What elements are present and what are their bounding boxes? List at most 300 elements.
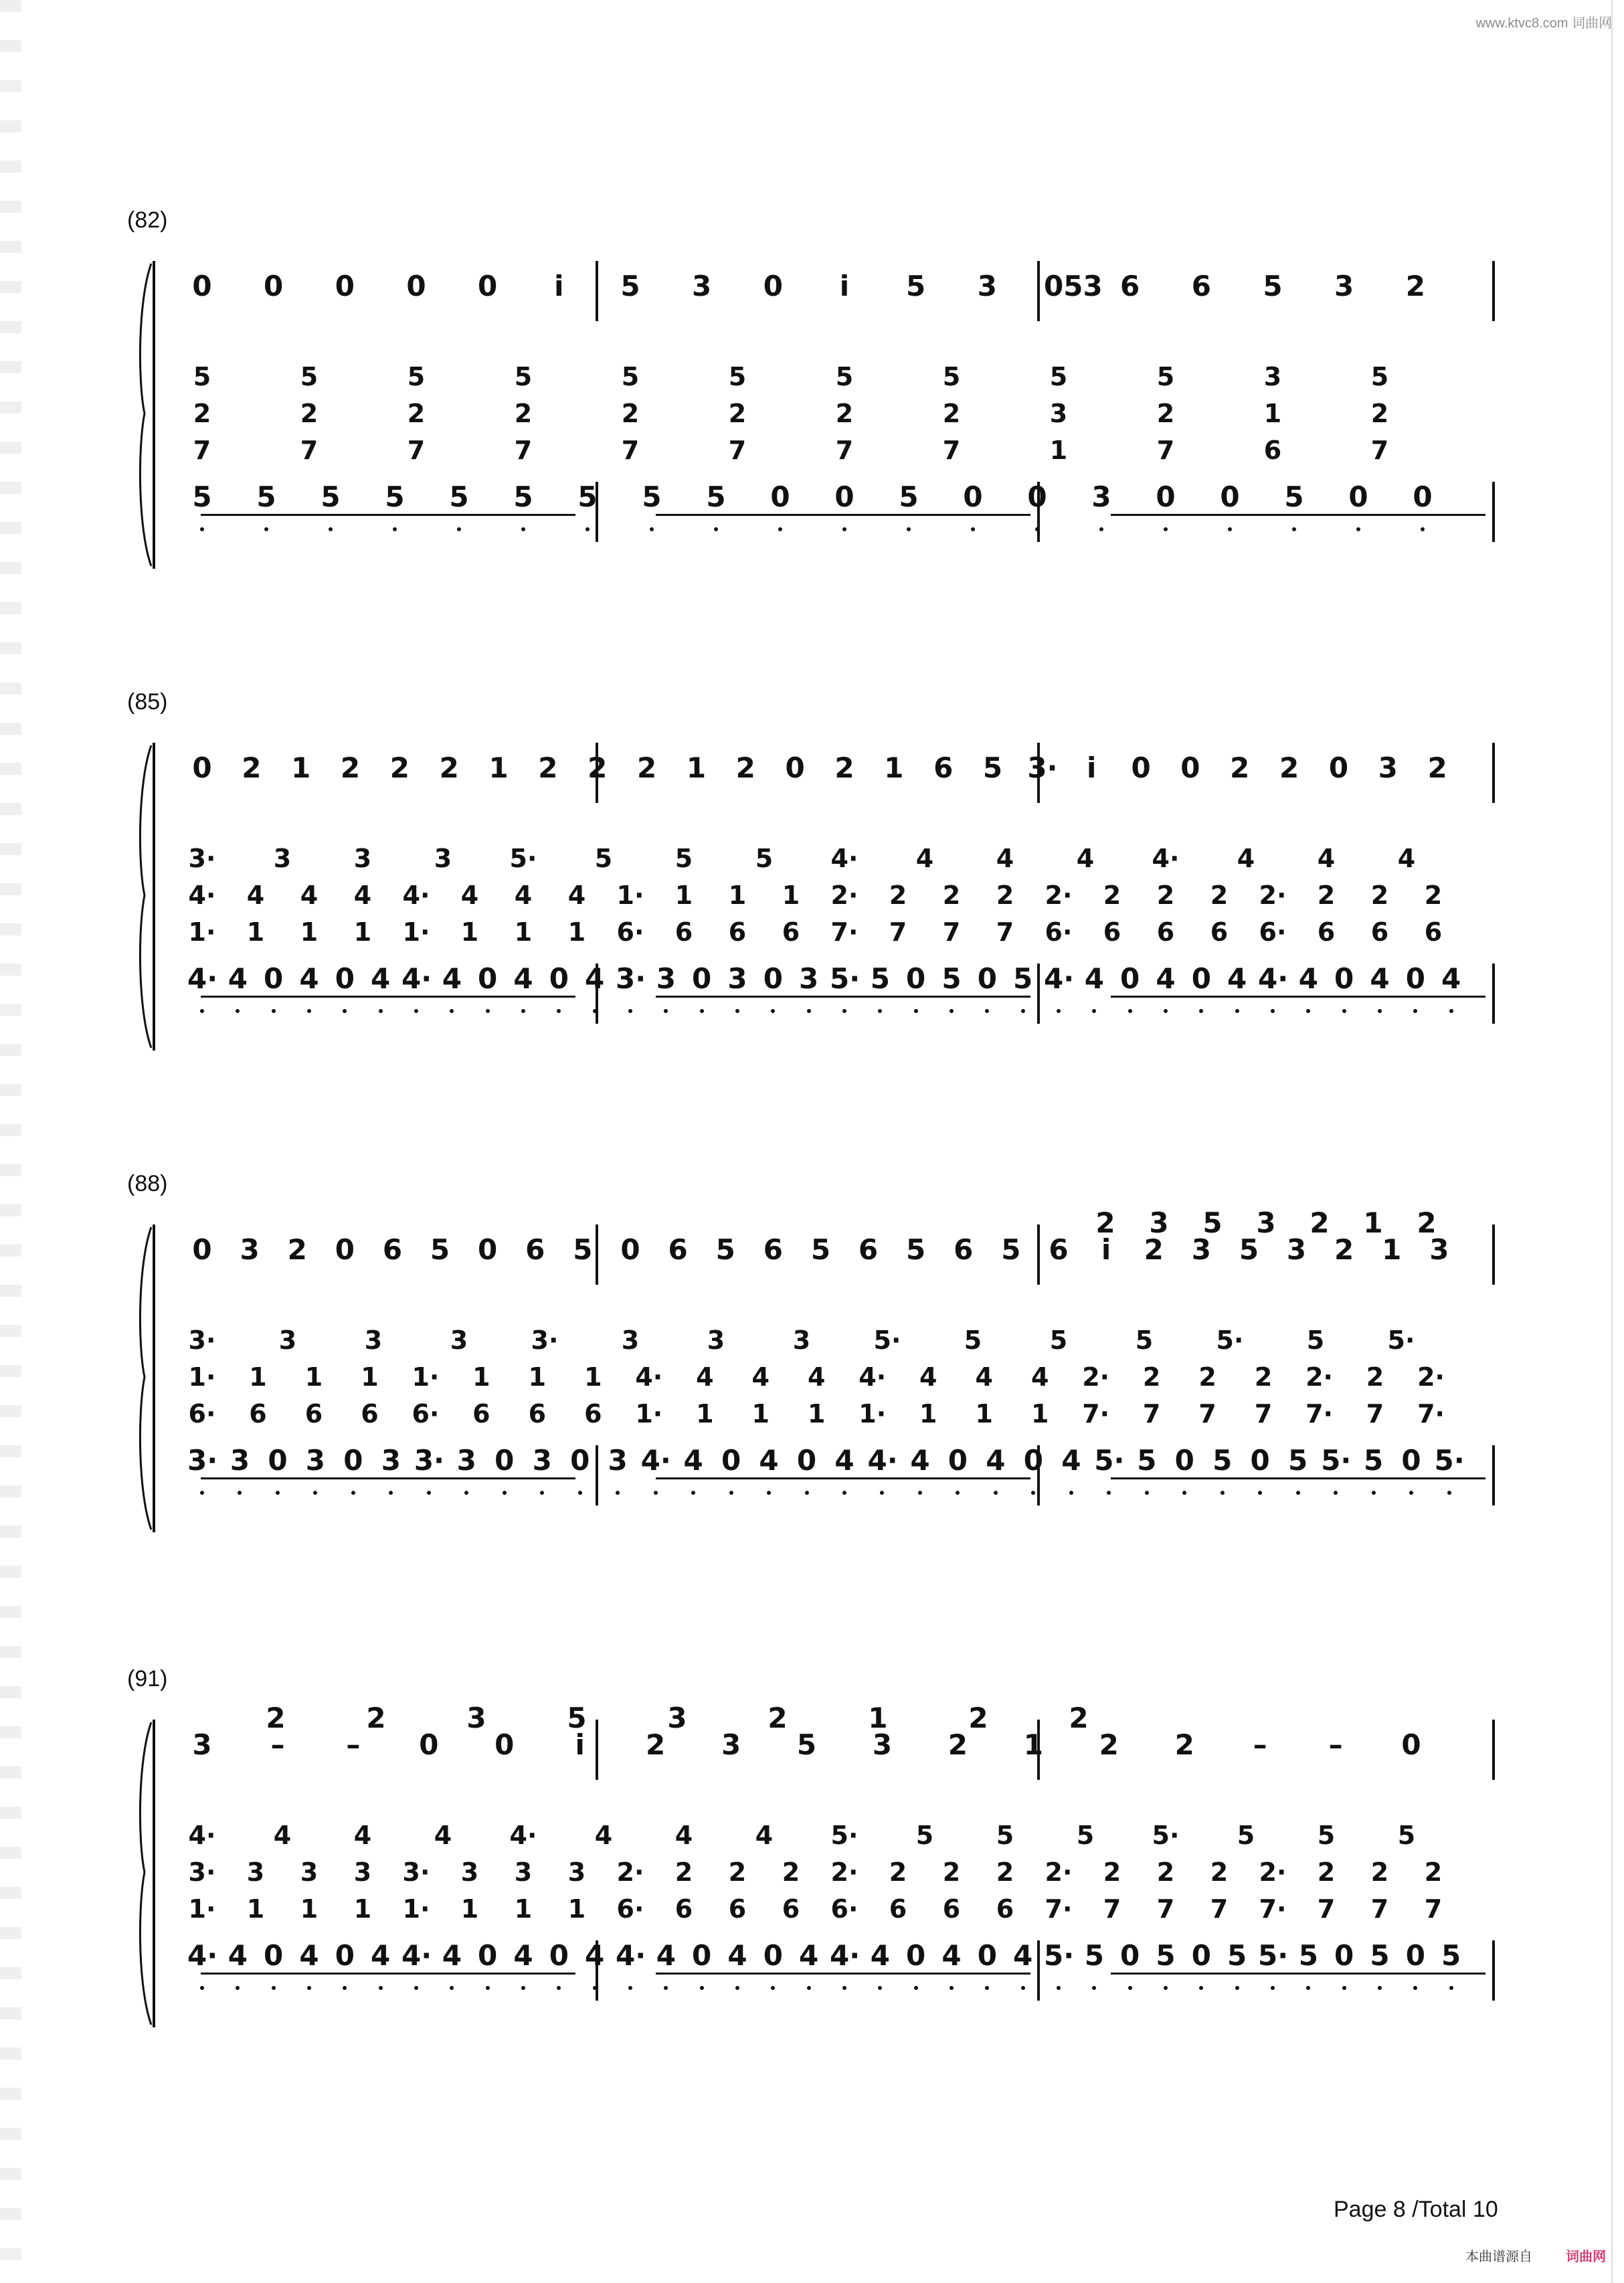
- chord-note: 2: [1198, 1362, 1216, 1392]
- upper-note: 3: [1149, 1206, 1169, 1239]
- octave-dot: [236, 1986, 240, 1990]
- chord-note: 1: [528, 1362, 547, 1392]
- octave-dot: [729, 1491, 733, 1495]
- chord-note: 2: [674, 1857, 693, 1887]
- bass-note: 0: [906, 962, 926, 995]
- bass-note: 4·: [830, 1939, 861, 1972]
- octave-dot: [1413, 1009, 1417, 1013]
- chord-note: 1: [300, 1894, 319, 1924]
- chord-note: 1·: [402, 917, 430, 947]
- chord-note: 2·: [1045, 881, 1073, 910]
- chord-note: 4: [674, 1821, 693, 1850]
- bass-note: 0: [268, 1444, 288, 1477]
- barline: [1492, 1720, 1495, 1780]
- bass-note: 0: [570, 1444, 590, 1477]
- octave-dot: [486, 1009, 490, 1013]
- melody-note: 0: [478, 1233, 498, 1266]
- melody-note: 053: [1044, 270, 1103, 302]
- octave-dot: [414, 1009, 418, 1013]
- melody-note: 2: [1334, 1233, 1354, 1266]
- octave-dot: [1271, 1986, 1275, 1990]
- chord-note: 2: [193, 399, 211, 428]
- chord-note: 5: [1049, 362, 1068, 391]
- barline: [1492, 482, 1495, 542]
- octave-dot: [1449, 1986, 1453, 1990]
- melody-note: 2: [1427, 751, 1447, 784]
- octave-dot: [238, 1491, 242, 1495]
- chord-note: 2: [889, 881, 907, 910]
- upper-note: 2: [266, 1702, 286, 1734]
- chord-note: 3: [300, 1857, 319, 1887]
- octave-dot: [200, 1009, 204, 1013]
- melody-note: 3: [1378, 751, 1398, 784]
- chord-note: 5·: [1152, 1821, 1180, 1850]
- octave-dot: [457, 527, 461, 531]
- chord-note: 4·: [402, 881, 430, 910]
- melody-note: 3: [977, 270, 997, 302]
- chord-note: 1: [361, 1362, 379, 1392]
- bass-note: 0: [977, 1939, 997, 1972]
- chord-note: 5: [300, 362, 319, 391]
- octave-dot: [307, 1986, 311, 1990]
- octave-dot: [486, 1986, 490, 1990]
- melody-note: 2: [439, 751, 459, 784]
- chord-note: 1: [514, 1894, 533, 1924]
- bass-note: 3: [608, 1444, 628, 1477]
- chord-note: 6: [782, 917, 800, 947]
- bass-note: 5·: [1321, 1444, 1352, 1477]
- bass-note: 3: [305, 1444, 326, 1477]
- octave-dot: [735, 1009, 739, 1013]
- upper-note: 1: [1363, 1206, 1383, 1239]
- bass-note: 5: [321, 480, 341, 513]
- bass-note: 5: [706, 480, 726, 513]
- melody-note: 5: [620, 270, 640, 302]
- melody-note: i: [575, 1728, 585, 1761]
- chord-note: 4: [808, 1362, 826, 1392]
- chord-note: 5: [407, 362, 426, 391]
- melody-note: 1: [686, 751, 707, 784]
- melody-note: 2: [834, 751, 854, 784]
- octave-dot: [664, 1009, 668, 1013]
- chord-note: 3: [278, 1326, 297, 1355]
- octave-dot: [771, 1009, 775, 1013]
- beam-underline: [201, 514, 575, 516]
- chord-note: 2: [1103, 881, 1121, 910]
- octave-dot: [521, 1009, 525, 1013]
- chord-note: 5: [1135, 1326, 1154, 1355]
- octave-dot: [272, 1986, 276, 1990]
- bass-note: 5·: [1258, 1939, 1289, 1972]
- chord-note: 2: [1366, 1362, 1384, 1392]
- chord-note: 2·: [830, 881, 859, 910]
- chord-note: 2: [1317, 1857, 1336, 1887]
- octave-dot: [307, 1009, 311, 1013]
- chord-note: 3: [460, 1857, 479, 1887]
- octave-dot: [1164, 1009, 1168, 1013]
- chord-note: 7: [300, 436, 319, 465]
- melody-note: 1: [1382, 1233, 1402, 1266]
- octave-dot: [351, 1491, 355, 1495]
- bass-note: 3·: [414, 1444, 444, 1477]
- melody-note: 0: [1180, 751, 1200, 784]
- octave-dot: [1057, 1986, 1061, 1990]
- octave-dot: [585, 527, 590, 531]
- octave-dot: [842, 1491, 846, 1495]
- upper-note: 3: [1256, 1206, 1276, 1239]
- bass-note: 5: [1363, 1444, 1384, 1477]
- upper-note: 5: [567, 1702, 587, 1734]
- bass-note: 5: [870, 962, 890, 995]
- octave-dot: [971, 527, 975, 531]
- bass-note: 0: [796, 1444, 817, 1477]
- bass-note: 3: [727, 962, 747, 995]
- chord-note: 7: [942, 917, 961, 947]
- chord-note: 1: [584, 1362, 602, 1392]
- bass-note: 0: [1334, 1939, 1354, 1972]
- chord-note: 7: [1366, 1399, 1384, 1429]
- chord-note: 4: [273, 1821, 292, 1850]
- chord-note: 2: [996, 881, 1014, 910]
- bass-note: 0: [963, 480, 983, 513]
- octave-dot: [1449, 1009, 1453, 1013]
- octave-dot: [521, 1986, 525, 1990]
- octave-dot: [714, 527, 718, 531]
- chord-note: 5·: [873, 1326, 901, 1355]
- chord-note: 3: [353, 844, 372, 873]
- chord-note: 5·: [1216, 1326, 1244, 1355]
- chord-note: 4·: [859, 1362, 887, 1392]
- chord-note: 6: [728, 1894, 747, 1924]
- octave-dot: [1421, 527, 1425, 531]
- chord-note: 2: [1142, 1362, 1161, 1392]
- bass-note: 4·: [401, 962, 432, 995]
- melody-note: 2: [646, 1728, 666, 1761]
- bass-note: 4: [299, 962, 319, 995]
- octave-dot: [650, 527, 654, 531]
- upper-note: 2: [968, 1702, 988, 1734]
- score-system: [127, 1666, 1506, 2068]
- beam-underline: [1111, 514, 1485, 516]
- bass-note: 0: [549, 962, 569, 995]
- melody-note: 2: [1099, 1728, 1119, 1761]
- chord-note: 2·: [1305, 1362, 1333, 1392]
- melody-note: 2: [735, 751, 755, 784]
- bass-note: 3: [532, 1444, 552, 1477]
- chord-note: 2: [728, 1857, 747, 1887]
- octave-dot: [1409, 1491, 1413, 1495]
- melody-note: 6: [1049, 1233, 1069, 1266]
- bass-note: 5·: [1094, 1444, 1125, 1477]
- bass-note: 0: [1174, 1444, 1194, 1477]
- bass-note: 0: [834, 480, 854, 513]
- octave-dot: [1199, 1986, 1203, 1990]
- chord-note: 2: [782, 1857, 800, 1887]
- chord-note: 6: [782, 1894, 800, 1924]
- bass-note: 0: [1413, 480, 1433, 513]
- chord-note: 3: [273, 844, 292, 873]
- chord-note: 7: [1424, 1894, 1443, 1924]
- chord-note: 2·: [1417, 1362, 1445, 1392]
- bass-note: 4·: [187, 962, 218, 995]
- octave-dot: [272, 1009, 276, 1013]
- chord-note: 3: [1049, 399, 1068, 428]
- barline: [596, 1445, 598, 1505]
- chord-note: 5: [1370, 362, 1389, 391]
- octave-dot: [950, 1986, 954, 1990]
- bass-note: 4: [442, 1939, 462, 1972]
- chord-note: 3: [450, 1326, 468, 1355]
- chord-note: 1: [249, 1362, 267, 1392]
- chord-note: 2: [407, 399, 426, 428]
- chord-note: 7: [1142, 1399, 1161, 1429]
- octave-dot: [414, 1986, 418, 1990]
- melody-note: 0: [192, 270, 212, 302]
- chord-note: 5·: [830, 1821, 859, 1850]
- melody-note: 2: [242, 751, 262, 784]
- bass-note: 0: [1120, 1939, 1140, 1972]
- octave-dot: [842, 1009, 846, 1013]
- bass-note: 5: [941, 962, 962, 995]
- chord-note: 4: [246, 881, 265, 910]
- melody-note: 3: [692, 270, 712, 302]
- octave-dot: [842, 1986, 846, 1990]
- melody-note: 5: [715, 1233, 735, 1266]
- bass-note: 4: [870, 1939, 890, 1972]
- chord-note: 7: [1103, 1894, 1121, 1924]
- chord-note: 2: [1156, 399, 1175, 428]
- measure-number: (85): [127, 689, 168, 715]
- octave-dot: [1021, 1986, 1025, 1990]
- barline: [1037, 1224, 1040, 1285]
- chord-note: 4: [567, 881, 586, 910]
- chord-note: 1: [353, 1894, 372, 1924]
- bass-note: 5: [1370, 1939, 1390, 1972]
- bass-note: 5: [192, 480, 212, 513]
- octave-dot: [379, 1986, 383, 1990]
- chord-note: 2: [1210, 1857, 1229, 1887]
- octave-dot: [521, 527, 525, 531]
- octave-dot: [1306, 1986, 1310, 1990]
- chord-note: 4: [1030, 1362, 1049, 1392]
- melody-note: 0: [192, 751, 212, 784]
- bass-note: 5: [513, 480, 533, 513]
- octave-dot: [994, 1491, 998, 1495]
- score-system: [127, 689, 1506, 1091]
- bass-note: 4: [656, 1939, 676, 1972]
- chord-note: 2: [942, 881, 961, 910]
- melody-note: 3: [1191, 1233, 1211, 1266]
- melody-note: 6: [1120, 270, 1140, 302]
- melody-note: 2: [588, 751, 608, 784]
- chord-note: 1: [975, 1399, 993, 1429]
- octave-dot: [200, 1986, 204, 1990]
- bass-note: 3: [456, 1444, 476, 1477]
- bass-note: 3·: [616, 962, 646, 995]
- melody-note: 5: [430, 1233, 450, 1266]
- octave-dot: [628, 1009, 632, 1013]
- melody-note: 0: [763, 270, 783, 302]
- chord-note: 2: [728, 399, 747, 428]
- chord-note: 1: [674, 881, 693, 910]
- octave-dot: [914, 1009, 918, 1013]
- chord-note: 7: [193, 436, 211, 465]
- chord-note: 2·: [830, 1857, 859, 1887]
- bass-note: 5: [1298, 1939, 1318, 1972]
- chord-note: 1: [304, 1362, 323, 1392]
- chord-note: 1: [567, 917, 586, 947]
- chord-note: 1: [1263, 399, 1282, 428]
- beam-underline: [656, 514, 1030, 516]
- chord-note: 1: [460, 1894, 479, 1924]
- chord-note: 7·: [1259, 1894, 1287, 1924]
- bass-note: 4·: [1258, 962, 1289, 995]
- octave-dot: [389, 1491, 393, 1495]
- chord-note: 5: [1397, 1821, 1416, 1850]
- chord-note: 7·: [1082, 1399, 1110, 1429]
- chord-note: 5: [674, 844, 693, 873]
- octave-dot: [343, 1986, 347, 1990]
- chord-note: 6·: [1259, 917, 1287, 947]
- bass-note: 4: [513, 962, 533, 995]
- chord-note: 6·: [412, 1399, 440, 1429]
- chord-note: 1: [353, 917, 372, 947]
- chord-note: 4: [353, 881, 372, 910]
- chord-note: 3·: [531, 1326, 559, 1355]
- octave-dot: [664, 1986, 668, 1990]
- octave-dot: [1164, 1986, 1168, 1990]
- melody-note: –: [1253, 1728, 1267, 1761]
- octave-dot: [1342, 1986, 1346, 1990]
- chord-note: 7: [1210, 1894, 1229, 1924]
- melody-note: 0: [478, 270, 498, 302]
- bass-note: 4: [799, 1939, 819, 1972]
- beam-underline: [656, 996, 1030, 998]
- chord-note: 6·: [616, 917, 644, 947]
- bass-note: 0: [977, 962, 997, 995]
- chord-note: 2: [1370, 399, 1389, 428]
- chord-note: 1·: [616, 881, 644, 910]
- chord-note: 6: [1263, 436, 1282, 465]
- chord-note: 4: [996, 844, 1014, 873]
- bass-note: 0: [763, 1939, 783, 1972]
- bass-note: 5: [385, 480, 405, 513]
- upper-note: 2: [1417, 1206, 1437, 1239]
- chord-note: 5: [964, 1326, 982, 1355]
- octave-dot: [1107, 1491, 1111, 1495]
- chord-note: 4: [915, 844, 934, 873]
- chord-note: 5: [1049, 1326, 1068, 1355]
- chord-note: 2: [1424, 1857, 1443, 1887]
- octave-dot: [200, 1491, 204, 1495]
- bass-note: 3: [1091, 480, 1111, 513]
- octave-dot: [616, 1491, 620, 1495]
- chord-note: 7: [407, 436, 426, 465]
- bass-note: 4: [1441, 962, 1461, 995]
- melody-note: 3: [192, 1728, 212, 1761]
- bass-note: 4·: [1044, 962, 1075, 995]
- chord-note: 6: [1156, 917, 1175, 947]
- chord-note: 5·: [1387, 1326, 1415, 1355]
- bass-note: 0: [1401, 1444, 1421, 1477]
- chord-note: 6: [674, 917, 693, 947]
- chord-note: 2: [1254, 1362, 1273, 1392]
- bass-note: 4: [683, 1444, 703, 1477]
- bass-note: 0: [1334, 962, 1354, 995]
- melody-note: 5: [906, 270, 926, 302]
- bass-note: 4·: [640, 1444, 671, 1477]
- bass-note: 4: [585, 1939, 605, 1972]
- melody-note: 3: [872, 1728, 893, 1761]
- octave-dot: [654, 1491, 658, 1495]
- octave-dot: [907, 527, 911, 531]
- octave-dot: [735, 1986, 739, 1990]
- beam-underline: [1111, 1477, 1485, 1479]
- chord-note: 5: [835, 362, 854, 391]
- barline: [1492, 261, 1495, 321]
- melody-note: 2: [1230, 751, 1250, 784]
- chord-note: 3·: [402, 1857, 430, 1887]
- melody-note: 0: [620, 1233, 640, 1266]
- bass-note: 0: [906, 1939, 926, 1972]
- chord-note: 3·: [188, 1326, 216, 1355]
- chord-note: 6: [1424, 917, 1443, 947]
- chord-note: 1: [1049, 436, 1068, 465]
- octave-dot: [264, 527, 268, 531]
- octave-dot: [1296, 1491, 1300, 1495]
- octave-dot: [1092, 1986, 1096, 1990]
- bass-note: 0: [343, 1444, 363, 1477]
- bass-note: 0: [264, 962, 284, 995]
- melody-note: 6: [1191, 270, 1211, 302]
- bass-note: 4·: [401, 1939, 432, 1972]
- chord-note: 3: [792, 1326, 811, 1355]
- octave-dot: [1145, 1491, 1149, 1495]
- chord-note: 7: [835, 436, 854, 465]
- chord-note: 7: [728, 436, 747, 465]
- chord-note: 1: [808, 1399, 826, 1429]
- octave-dot: [200, 527, 204, 531]
- octave-dot: [700, 1009, 704, 1013]
- chord-note: 1·: [188, 917, 216, 947]
- chord-note: 6: [1210, 917, 1229, 947]
- brand-watermark: 词曲网: [1566, 2250, 1606, 2264]
- melody-note: 0: [419, 1728, 439, 1761]
- top-watermark: www.ktvc8.com 词曲网: [1475, 16, 1612, 31]
- melody-note: 0: [785, 751, 805, 784]
- bass-note: 4: [941, 1939, 962, 1972]
- bass-note: 0: [335, 1939, 355, 1972]
- bass-note: 5·: [1044, 1939, 1075, 1972]
- octave-dot: [700, 1986, 704, 1990]
- bass-note: 4: [371, 962, 391, 995]
- chord-note: 6: [472, 1399, 490, 1429]
- source-watermark: 本曲谱源自: [1465, 2250, 1532, 2264]
- chord-note: 4: [1317, 844, 1336, 873]
- octave-dot: [464, 1491, 468, 1495]
- chord-note: 7: [1370, 436, 1389, 465]
- bass-note: 5: [1137, 1444, 1157, 1477]
- bass-note: 0: [1156, 480, 1176, 513]
- octave-dot: [807, 1009, 811, 1013]
- page-edge-line: [1611, 0, 1613, 2283]
- system-start-line: [153, 261, 155, 569]
- melody-note: 0: [335, 270, 355, 302]
- octave-dot: [956, 1491, 960, 1495]
- bass-note: 4: [759, 1444, 779, 1477]
- beam-underline: [656, 1973, 1030, 1975]
- chord-note: 4: [353, 1821, 372, 1850]
